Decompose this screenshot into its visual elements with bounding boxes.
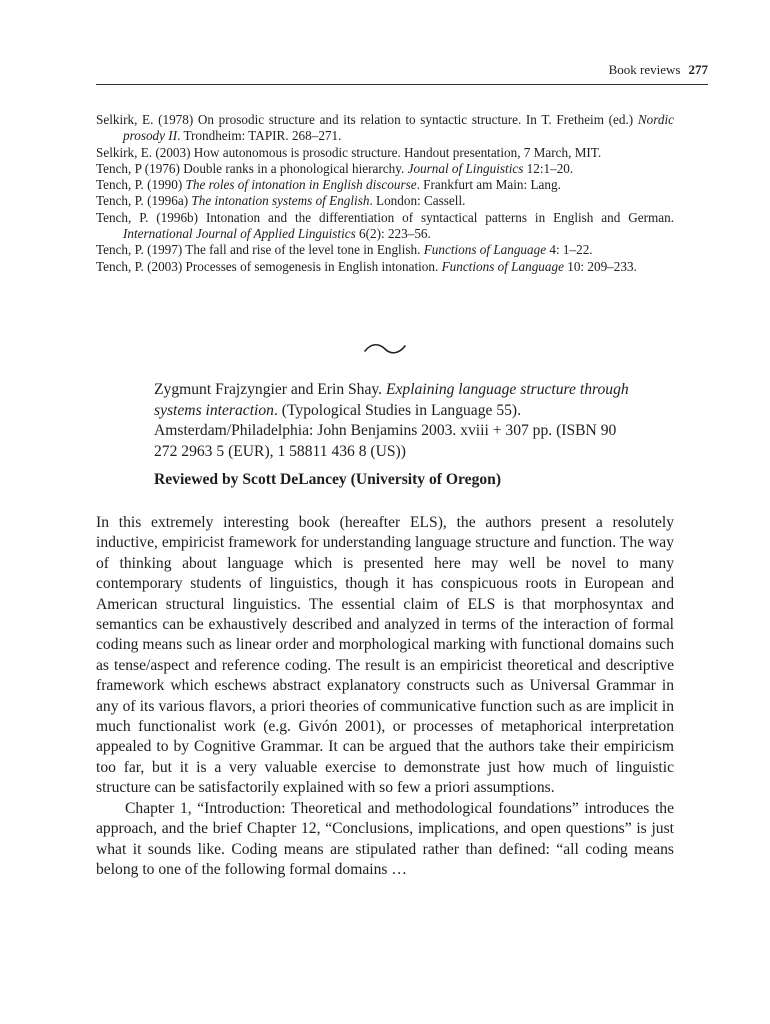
- review-body: [96, 513, 674, 880]
- reference-entry: Tench, P. (1996b) Intonation and the differentiation of syntactical patterns in English and German. International Journal of Applied Linguistics 6(2): 223–56.: [96, 209, 674, 242]
- reference-entry: Tench, P. (2003) Processes of semogenesis in English intonation. Functions of Language 10: 209–233.: [96, 258, 637, 274]
- running-title: Book reviews: [608, 62, 681, 77]
- book-authors: Zygmunt Frajzyngier and Erin Shay.: [154, 381, 386, 398]
- reference-entry: Tench, P. (1990) The roles of intonation in English discourse. Frankfurt am Main: Lang.: [96, 177, 561, 193]
- section-swirl-ornament: [360, 338, 410, 358]
- reference-list: [96, 112, 674, 275]
- book-details: . (Typological Studies in Language 55). Amsterdam/Philadelphia: John Benjamins 2003. xviii + 307 pp. (ISBN 90 272 2963 5 (EUR), 1 58811 436 8 (US)): [154, 401, 617, 460]
- reviewer-line: Reviewed by Scott DeLancey (University of Oregon): [154, 471, 502, 488]
- reference-entry: Selkirk, E. (1978) On prosodic structure and its relation to syntactic structure. In T. Fretheim (ed.) Nordic prosody II. Trondheim: TAPIR. 268–271.: [96, 112, 674, 144]
- book-title: Explaining language structure through systems interaction: [154, 381, 629, 419]
- body-paragraph: In this extremely interesting book (hereafter ELS), the authors present a resolutely inductive, empiricist framework for understanding language structure and function. The way of thinking about language which is presented here may well be novel to many contemporary students of linguistics, though it has conspicuous roots in European and American structural linguistics. The essential claim of ELS is that morphosyntax and semantics can be exhaustively described and analyzed in terms of the interaction of formal coding means such as linear order and morphological marking with functional domains such as tense/aspect and reference coding. The result is an empiricist theoretical and descriptive framework which eschews abstract explanatory constructs such as Universal Grammar in any of its various flavors, a priori theories of communicative function such as are implicit in much functionalist work (e.g. Givón 2001), or processes of metaphorical interpretation appealed to by Cognitive Grammar. It can be argued that the authors take their empiricism too far, but it is a very valuable exercise to demonstrate just how much of linguistic structure can be satisfactorily explained with so few a priori assumptions.: [96, 514, 674, 797]
- page-number: 277: [688, 62, 708, 77]
- reference-entry: Tench, P (1976) Double ranks in a phonological hierarchy. Journal of Linguistics 12:1–20.: [96, 160, 574, 176]
- header-rule: [96, 84, 708, 85]
- body-paragraph: Chapter 1, “Introduction: Theoretical and methodological foundations” introduces the approach, and the brief Chapter 12, “Conclusions, implications, and open questions” is just what it sounds like. Coding means are stipulated rather than defined: “all coding means belong to one of the following formal domains …: [96, 799, 674, 878]
- book-citation: [154, 380, 634, 462]
- reference-entry: Tench, P. (1997) The fall and rise of the level tone in English. Functions of Language 4: 1–22.: [96, 242, 593, 258]
- reference-entry: Tench, P. (1996a) The intonation systems of English. London: Cassell.: [96, 193, 466, 209]
- reference-entry: Selkirk, E. (2003) How autonomous is prosodic structure. Handout presentation, 7 March, MIT.: [96, 144, 602, 160]
- running-header: [96, 62, 708, 82]
